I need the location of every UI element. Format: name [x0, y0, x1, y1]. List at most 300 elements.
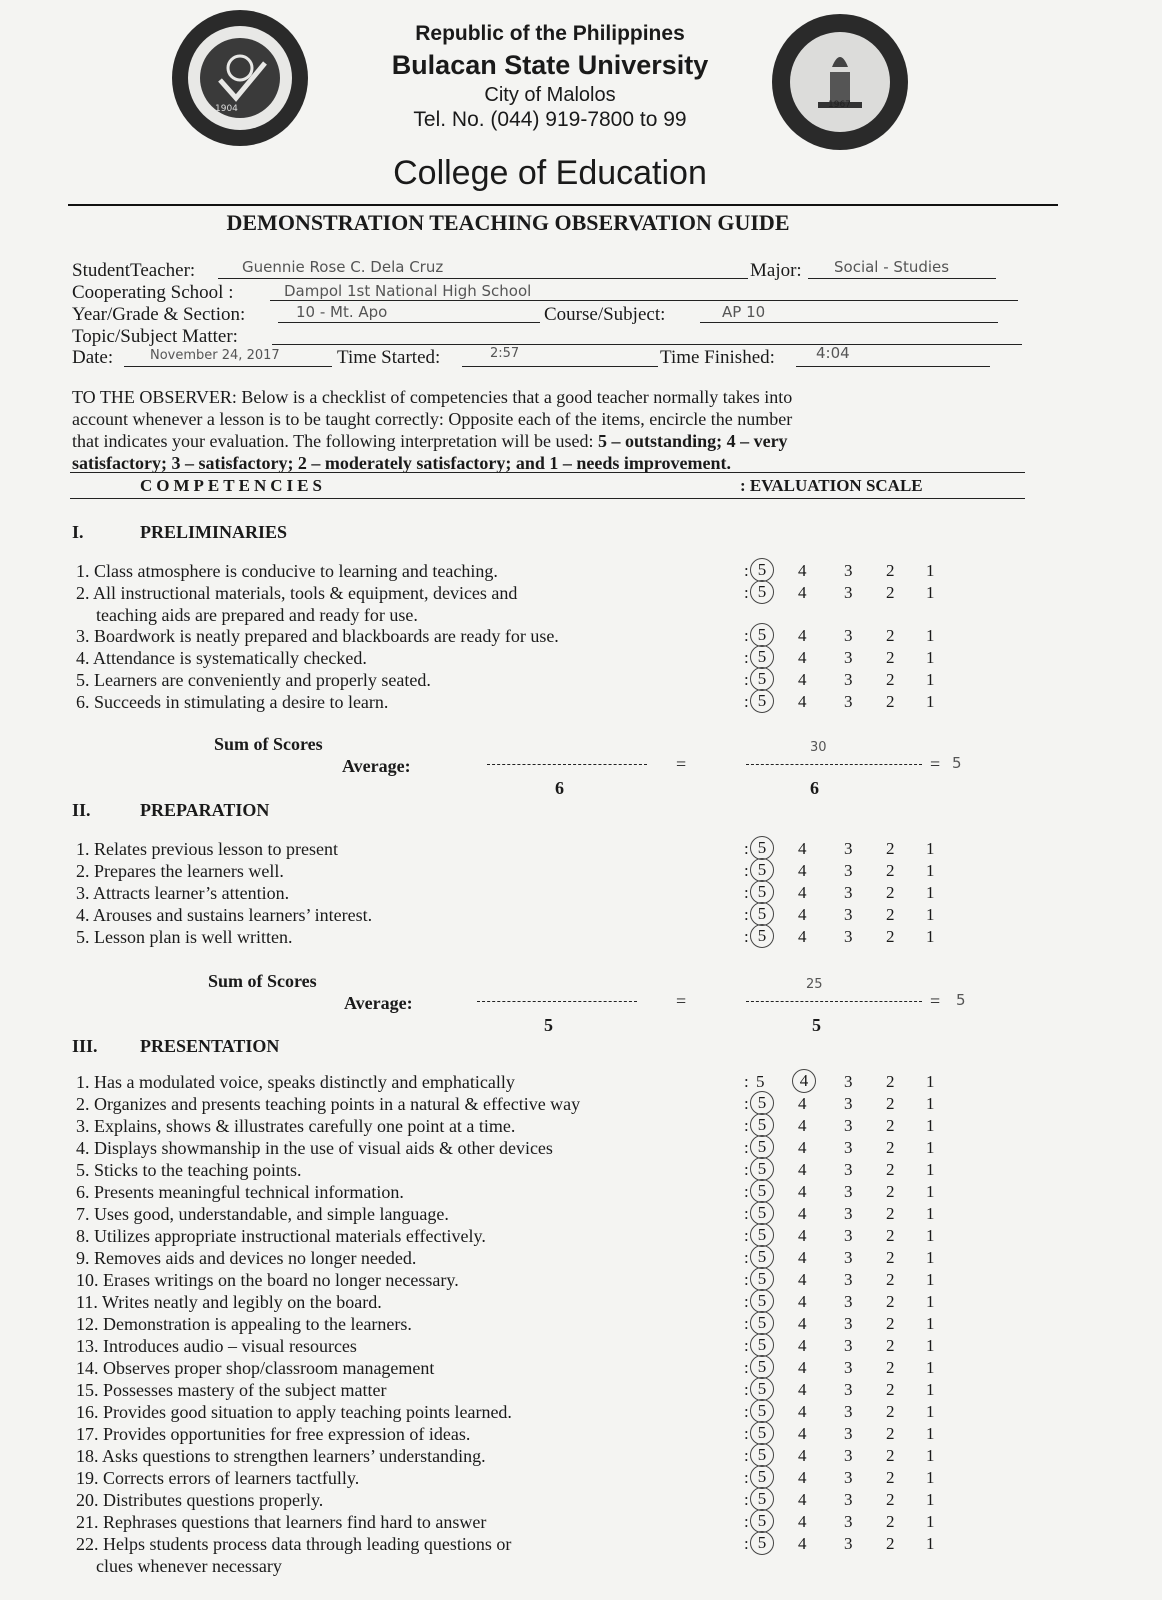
handwritten-sum[interactable]: 30 [810, 740, 827, 755]
rating-option[interactable]: 4 [798, 1358, 807, 1377]
rating-colon: : [744, 1072, 749, 1091]
rating-option[interactable]: 1 [926, 1468, 935, 1487]
rating-option[interactable]: 1 [926, 1204, 935, 1223]
instructions-line-1: TO THE OBSERVER: Below is a checklist of competencies that a good teacher normally takes into [72, 387, 793, 407]
handwritten-average[interactable]: 5 [956, 991, 966, 1009]
rating-option[interactable]: 4 [798, 1138, 807, 1157]
rating-option[interactable]: 4 [798, 905, 807, 924]
competency-item: 19. Corrects errors of learners tactfully. [76, 1468, 360, 1488]
rating-option[interactable]: 4 [798, 1204, 807, 1223]
rating-option[interactable]: 3 [844, 905, 853, 924]
rating-scale [744, 1093, 956, 1116]
school-label: Cooperating School : [72, 282, 234, 303]
rating-option[interactable]: 3 [844, 1380, 853, 1399]
rating-colon: : [744, 861, 749, 880]
competency-item: 2. All instructional materials, tools & equipment, devices and [76, 583, 518, 603]
competencies-header: COMPETENCIES [140, 476, 326, 495]
rating-option[interactable]: 3 [844, 1446, 853, 1465]
major-line [808, 278, 996, 279]
rating-option[interactable]: 4 [798, 1534, 807, 1553]
section-number: II. [72, 800, 91, 820]
handwritten-average[interactable]: 5 [952, 754, 962, 772]
major-value[interactable]: Social - Studies [834, 258, 950, 276]
rating-option[interactable]: 1 [926, 905, 935, 924]
rating-option-selected[interactable]: 4 [792, 1069, 816, 1093]
competency-item: 12. Demonstration is appealing to the learners. [76, 1314, 412, 1334]
section-number: III. [72, 1036, 98, 1056]
section-number: I. [72, 522, 84, 542]
competency-item: 4. Arouses and sustains learners’ interest. [76, 905, 373, 925]
rating-option[interactable]: 4 [798, 1160, 807, 1179]
school-line [270, 300, 1018, 301]
rating-option[interactable]: 1 [926, 861, 935, 880]
rating-option[interactable]: 2 [886, 1138, 895, 1157]
competency-item: 22. Helps students process data through leading questions or [76, 1534, 512, 1554]
competency-item: 1. Relates previous lesson to present [76, 839, 338, 859]
rating-option[interactable]: 2 [886, 861, 895, 880]
section-title: PREPARATION [140, 800, 270, 820]
rating-option[interactable]: 4 [798, 692, 807, 711]
rating-option[interactable]: 4 [798, 1424, 807, 1443]
rating-colon: : [744, 1226, 749, 1245]
rating-option-selected[interactable]: 5 [750, 1399, 774, 1423]
rating-colon: : [744, 1512, 749, 1531]
rating-colon: : [744, 670, 749, 689]
rating-option-selected[interactable]: 5 [750, 1113, 774, 1137]
rating-option[interactable]: 1 [926, 692, 935, 711]
rating-colon: : [744, 1314, 749, 1333]
rating-option[interactable]: 3 [844, 1094, 853, 1113]
average-right-fraction-line [746, 1001, 922, 1002]
rating-option[interactable]: 4 [798, 1336, 807, 1355]
rating-scale [744, 904, 956, 927]
course-value[interactable]: AP 10 [722, 303, 766, 321]
equals-sign: = [676, 991, 687, 1011]
rating-option-selected[interactable]: 5 [750, 1135, 774, 1159]
rating-option[interactable]: 4 [798, 927, 807, 946]
rating-option-selected[interactable]: 5 [750, 1091, 774, 1115]
rating-option[interactable]: 2 [886, 670, 895, 689]
rating-option[interactable]: 3 [844, 1336, 853, 1355]
rating-option[interactable]: 4 [798, 1446, 807, 1465]
instructions-line-4: satisfactory; 3 – satisfactory; 2 – moderately satisfactory; and 1 – needs improvement. [72, 453, 732, 473]
rating-option[interactable]: 2 [886, 561, 895, 580]
rating-option[interactable]: 2 [886, 927, 895, 946]
rating-colon: : [744, 1204, 749, 1223]
rating-option[interactable]: 2 [886, 1336, 895, 1355]
rating-option[interactable]: 3 [844, 1072, 853, 1091]
rating-scale [744, 1489, 956, 1512]
instructions-line-3 [72, 430, 1032, 452]
rating-option[interactable]: 3 [844, 1402, 853, 1421]
rating-colon: : [744, 1138, 749, 1157]
rating-option[interactable]: 3 [844, 1182, 853, 1201]
rating-option[interactable]: 4 [798, 1490, 807, 1509]
average-left-fraction-line [477, 1001, 637, 1002]
republic-line: Republic of the Philippines [415, 22, 685, 45]
competency-item: 5. Learners are conveniently and properly seated. [76, 670, 431, 690]
rating-option[interactable]: 4 [798, 583, 807, 602]
rating-colon: : [744, 1160, 749, 1179]
rating-colon: : [744, 1424, 749, 1443]
rating-option[interactable]: 4 [798, 561, 807, 580]
rating-option[interactable]: 3 [844, 1424, 853, 1443]
competency-item: 3. Boardwork is neatly prepared and blackboards are ready for use. [76, 626, 559, 646]
sum-of-scores-label: Sum of Scores [208, 971, 317, 991]
rating-option[interactable]: 2 [886, 1204, 895, 1223]
competency-item: 6. Succeeds in stimulating a desire to learn. [76, 692, 389, 712]
tel-line: Tel. No. (044) 919-7800 to 99 [413, 108, 687, 131]
rating-option[interactable]: 2 [886, 883, 895, 902]
rating-colon: : [744, 1116, 749, 1135]
rating-option-selected[interactable]: 5 [750, 1223, 774, 1247]
rating-option-selected[interactable]: 5 [750, 1333, 774, 1357]
section-title: PRELIMINARIES [140, 522, 288, 542]
rating-scale [744, 1159, 956, 1182]
student-teacher-line [218, 278, 748, 279]
rating-scale [744, 1335, 956, 1358]
rating-scale [744, 691, 956, 714]
competency-item: 16. Provides good situation to apply teaching points learned. [76, 1402, 512, 1422]
rating-option[interactable]: 4 [798, 1226, 807, 1245]
rating-option[interactable]: 3 [844, 583, 853, 602]
rating-option[interactable]: 1 [926, 1314, 935, 1333]
rating-option-selected[interactable]: 5 [750, 623, 774, 647]
rating-option[interactable]: 3 [844, 1116, 853, 1135]
rating-option[interactable]: 3 [844, 883, 853, 902]
topic-line [272, 344, 1022, 345]
time-started-line [462, 366, 658, 367]
competency-item: 11. Writes neatly and legibly on the board. [76, 1292, 382, 1312]
college-name: College of Education [393, 154, 707, 192]
rating-colon: : [744, 1270, 749, 1289]
competency-item: 4. Attendance is systematically checked. [76, 648, 367, 668]
rating-colon: : [744, 905, 749, 924]
rating-scale [744, 1225, 956, 1248]
rating-colon: : [744, 561, 749, 580]
rating-option[interactable]: 3 [844, 1204, 853, 1223]
rating-option-selected[interactable]: 5 [750, 836, 774, 860]
rating-option-selected[interactable]: 5 [750, 1355, 774, 1379]
rating-option[interactable]: 4 [798, 1116, 807, 1135]
bsu-seal-year: 1904 [215, 104, 238, 114]
rating-scale [744, 882, 956, 905]
rating-option[interactable]: 2 [886, 1446, 895, 1465]
rating-colon: : [744, 839, 749, 858]
rating-option[interactable]: 3 [844, 1226, 853, 1245]
handwritten-sum[interactable]: 25 [806, 977, 823, 992]
rating-option[interactable]: 2 [886, 1402, 895, 1421]
rating-option-selected[interactable]: 5 [750, 1267, 774, 1291]
divisor-left: 6 [555, 778, 564, 798]
rating-option[interactable]: 3 [844, 1138, 853, 1157]
rating-option[interactable]: 2 [886, 1490, 895, 1509]
school-value[interactable]: Dampol 1st National High School [284, 282, 532, 300]
rating-option[interactable]: 1 [926, 1512, 935, 1531]
competency-item: 3. Explains, shows & illustrates carefully one point at a time. [76, 1116, 516, 1136]
rating-option-selected[interactable]: 5 [750, 1421, 774, 1445]
rating-option[interactable]: 2 [886, 905, 895, 924]
competency-item: 20. Distributes questions properly. [76, 1490, 324, 1510]
rating-option[interactable]: 2 [886, 1182, 895, 1201]
rating-scale [744, 1115, 956, 1138]
rating-option[interactable]: 3 [844, 1468, 853, 1487]
rating-option[interactable]: 1 [926, 670, 935, 689]
year-value[interactable]: 10 - Mt. Apo [296, 303, 388, 321]
rating-scale [744, 1511, 956, 1534]
rating-option[interactable]: 3 [844, 861, 853, 880]
rating-option[interactable]: 3 [844, 1292, 853, 1311]
rating-option[interactable]: 4 [798, 1292, 807, 1311]
rating-option-selected[interactable]: 5 [750, 1157, 774, 1181]
rating-option[interactable]: 1 [926, 583, 935, 602]
rating-option[interactable]: 1 [926, 1182, 935, 1201]
rating-option[interactable]: 2 [886, 1358, 895, 1377]
rating-colon: : [744, 927, 749, 946]
average-label: Average: [344, 993, 413, 1013]
rating-scale [744, 1137, 956, 1160]
date-value[interactable]: November 24, 2017 [150, 348, 280, 363]
rating-option[interactable]: 2 [886, 1534, 895, 1553]
rating-scale [744, 926, 956, 949]
rating-colon: : [744, 1358, 749, 1377]
rating-option-selected[interactable]: 5 [750, 1179, 774, 1203]
rating-option[interactable]: 3 [844, 561, 853, 580]
rating-option[interactable]: 2 [886, 583, 895, 602]
rating-option[interactable]: 4 [798, 1094, 807, 1113]
rating-option[interactable]: 3 [844, 626, 853, 645]
time-finished-value[interactable]: 4:04 [816, 344, 850, 362]
rating-option[interactable]: 3 [844, 1490, 853, 1509]
rating-option[interactable]: 3 [844, 1358, 853, 1377]
rating-option[interactable]: 1 [926, 1226, 935, 1245]
rating-option[interactable]: 1 [926, 1072, 935, 1091]
rating-option-selected[interactable]: 5 [750, 1289, 774, 1313]
rating-option[interactable]: 1 [926, 1490, 935, 1509]
rating-option[interactable]: 2 [886, 1116, 895, 1135]
competency-item: 15. Possesses mastery of the subject matter [76, 1380, 387, 1400]
rating-option[interactable]: 1 [926, 1424, 935, 1443]
university-name: Bulacan State University [391, 50, 709, 80]
competency-item: 9. Removes aids and devices no longer needed. [76, 1248, 417, 1268]
rating-option-selected[interactable]: 5 [750, 1531, 774, 1555]
rating-option[interactable]: 5 [756, 1072, 765, 1091]
rating-option-selected[interactable]: 5 [750, 1377, 774, 1401]
rating-option-selected[interactable]: 5 [750, 858, 774, 882]
rating-option[interactable]: 4 [798, 1380, 807, 1399]
rating-option[interactable]: 2 [886, 692, 895, 711]
rating-option[interactable]: 3 [844, 1270, 853, 1289]
year-label: Year/Grade & Section: [72, 304, 246, 325]
instructions-line-3a: that indicates your evaluation. The following interpretation will be used: [72, 431, 599, 451]
divisor-right: 5 [812, 1015, 821, 1035]
rating-option-selected[interactable]: 5 [750, 645, 774, 669]
rating-option-selected[interactable]: 5 [750, 667, 774, 691]
rating-option[interactable]: 4 [798, 648, 807, 667]
rating-colon: : [744, 1336, 749, 1355]
rating-option[interactable]: 3 [844, 692, 853, 711]
rating-option[interactable]: 1 [926, 1358, 935, 1377]
rating-scale [744, 1071, 956, 1094]
rating-option[interactable]: 2 [886, 1270, 895, 1289]
rating-option[interactable]: 2 [886, 626, 895, 645]
competency-item: 4. Displays showmanship in the use of visual aids & other devices [76, 1138, 553, 1158]
rating-colon: : [744, 1094, 749, 1113]
rating-colon: : [744, 1248, 749, 1267]
time-started-value[interactable]: 2:57 [490, 346, 520, 361]
rating-colon: : [744, 583, 749, 602]
rating-option[interactable]: 1 [926, 1138, 935, 1157]
rating-option-selected[interactable]: 5 [750, 902, 774, 926]
rating-scale [744, 1181, 956, 1204]
rating-option[interactable]: 3 [844, 927, 853, 946]
rating-scale [744, 1291, 956, 1314]
rating-option[interactable]: 3 [844, 1160, 853, 1179]
rating-option[interactable]: 1 [926, 1116, 935, 1135]
rating-option[interactable]: 2 [886, 839, 895, 858]
city-line: City of Malolos [484, 84, 616, 106]
rating-option[interactable]: 3 [844, 1314, 853, 1333]
rating-option[interactable]: 4 [798, 1314, 807, 1333]
rating-option[interactable]: 1 [926, 1446, 935, 1465]
rating-option[interactable]: 2 [886, 1094, 895, 1113]
rating-option[interactable]: 4 [798, 1248, 807, 1267]
course-label: Course/Subject: [544, 304, 666, 325]
rating-scale [744, 1313, 956, 1336]
divisor-left: 5 [544, 1015, 553, 1035]
rating-option[interactable]: 1 [926, 1160, 935, 1179]
rating-option[interactable]: 1 [926, 1402, 935, 1421]
student-teacher-label: StudentTeacher: [72, 260, 196, 281]
rating-option[interactable]: 3 [844, 1248, 853, 1267]
average-right-fraction-line [746, 764, 922, 765]
rating-scale [744, 1423, 956, 1446]
rating-scale [744, 1445, 956, 1468]
rating-option[interactable]: 3 [844, 1534, 853, 1553]
rating-option[interactable]: 1 [926, 1270, 935, 1289]
rating-option-selected[interactable]: 5 [750, 689, 774, 713]
rating-colon: : [744, 1402, 749, 1421]
competency-item-continued: clues whenever necessary [96, 1556, 282, 1576]
rating-option[interactable]: 1 [926, 1336, 935, 1355]
rating-colon: : [744, 692, 749, 711]
rating-option[interactable]: 2 [886, 1072, 895, 1091]
rating-option[interactable]: 2 [886, 1380, 895, 1399]
rating-option-selected[interactable]: 5 [750, 1245, 774, 1269]
competency-item: 7. Uses good, understandable, and simple language. [76, 1204, 449, 1224]
rating-option[interactable]: 4 [798, 670, 807, 689]
rating-option[interactable]: 2 [886, 1424, 895, 1443]
evaluation-scale-header: : EVALUATION SCALE [740, 476, 923, 495]
rating-option[interactable]: 4 [798, 1468, 807, 1487]
time-finished-label: Time Finished: [660, 347, 775, 368]
rating-scale [744, 1379, 956, 1402]
rating-option[interactable]: 1 [926, 1094, 935, 1113]
rating-option-selected[interactable]: 5 [750, 880, 774, 904]
rating-option[interactable]: 1 [926, 561, 935, 580]
rating-scale [744, 625, 956, 648]
rating-option-selected[interactable]: 5 [750, 924, 774, 948]
rating-scale [744, 1247, 956, 1270]
rating-option[interactable]: 1 [926, 626, 935, 645]
competency-item-continued: teaching aids are prepared and ready for use. [96, 605, 418, 625]
equals-sign: = [676, 754, 687, 774]
rating-scale [744, 669, 956, 692]
rating-option[interactable]: 1 [926, 1292, 935, 1311]
rating-option[interactable]: 2 [886, 1248, 895, 1267]
rating-option-selected[interactable]: 5 [750, 558, 774, 582]
competency-item: 5. Sticks to the teaching points. [76, 1160, 302, 1180]
competency-item: 2. Prepares the learners well. [76, 861, 284, 881]
rating-option[interactable]: 4 [798, 1512, 807, 1531]
rating-option[interactable]: 1 [926, 927, 935, 946]
year-line [278, 322, 540, 323]
rating-option[interactable]: 3 [844, 648, 853, 667]
rating-option[interactable]: 3 [844, 1512, 853, 1531]
rating-option[interactable]: 1 [926, 883, 935, 902]
rating-scale [744, 647, 956, 670]
rating-option[interactable]: 1 [926, 1380, 935, 1399]
rating-option[interactable]: 2 [886, 1292, 895, 1311]
rating-option-selected[interactable]: 5 [750, 1509, 774, 1533]
sum-of-scores-label: Sum of Scores [214, 734, 323, 754]
rating-option-selected[interactable]: 5 [750, 1465, 774, 1489]
columns-top-rule [70, 472, 1025, 473]
rating-option[interactable]: 4 [798, 1402, 807, 1421]
rating-option[interactable]: 3 [844, 670, 853, 689]
rating-option[interactable]: 2 [886, 1314, 895, 1333]
rating-option[interactable]: 2 [886, 1226, 895, 1245]
rating-scale [744, 1203, 956, 1226]
instructions-line-3b: 5 – outstanding; 4 – very [598, 431, 788, 451]
columns-bottom-rule [70, 498, 1025, 499]
rating-option-selected[interactable]: 5 [750, 580, 774, 604]
average-left-fraction-line [487, 764, 647, 765]
rating-option[interactable]: 2 [886, 648, 895, 667]
rating-scale [744, 1533, 956, 1556]
rating-colon: : [744, 883, 749, 902]
competency-item: 1. Has a modulated voice, speaks distinctly and emphatically [76, 1072, 515, 1092]
rating-option-selected[interactable]: 5 [750, 1201, 774, 1225]
rating-colon: : [744, 648, 749, 667]
equals-sign-right: = [930, 991, 941, 1011]
rating-option[interactable]: 2 [886, 1468, 895, 1487]
rating-option-selected[interactable]: 5 [750, 1311, 774, 1335]
coe-seal-year: 1967 [828, 100, 851, 110]
rating-option[interactable]: 1 [926, 1534, 935, 1553]
divisor-right: 6 [810, 778, 819, 798]
rating-option[interactable]: 4 [798, 626, 807, 645]
rating-option[interactable]: 1 [926, 1248, 935, 1267]
rating-option-selected[interactable]: 5 [750, 1487, 774, 1511]
rating-option[interactable]: 1 [926, 648, 935, 667]
header-rule [68, 204, 1058, 206]
rating-option[interactable]: 4 [798, 839, 807, 858]
competency-item: 8. Utilizes appropriate instructional materials effectively. [76, 1226, 486, 1246]
rating-option[interactable]: 4 [798, 1182, 807, 1201]
rating-option[interactable]: 2 [886, 1160, 895, 1179]
rating-option[interactable]: 2 [886, 1512, 895, 1531]
rating-option[interactable]: 4 [798, 1270, 807, 1289]
rating-option-selected[interactable]: 5 [750, 1443, 774, 1467]
rating-option[interactable]: 1 [926, 839, 935, 858]
student-teacher-value[interactable]: Guennie Rose C. Dela Cruz [242, 258, 444, 276]
rating-option[interactable]: 3 [844, 839, 853, 858]
rating-colon: : [744, 1534, 749, 1553]
rating-option[interactable]: 4 [798, 883, 807, 902]
rating-option[interactable]: 4 [798, 861, 807, 880]
date-line [124, 366, 332, 367]
